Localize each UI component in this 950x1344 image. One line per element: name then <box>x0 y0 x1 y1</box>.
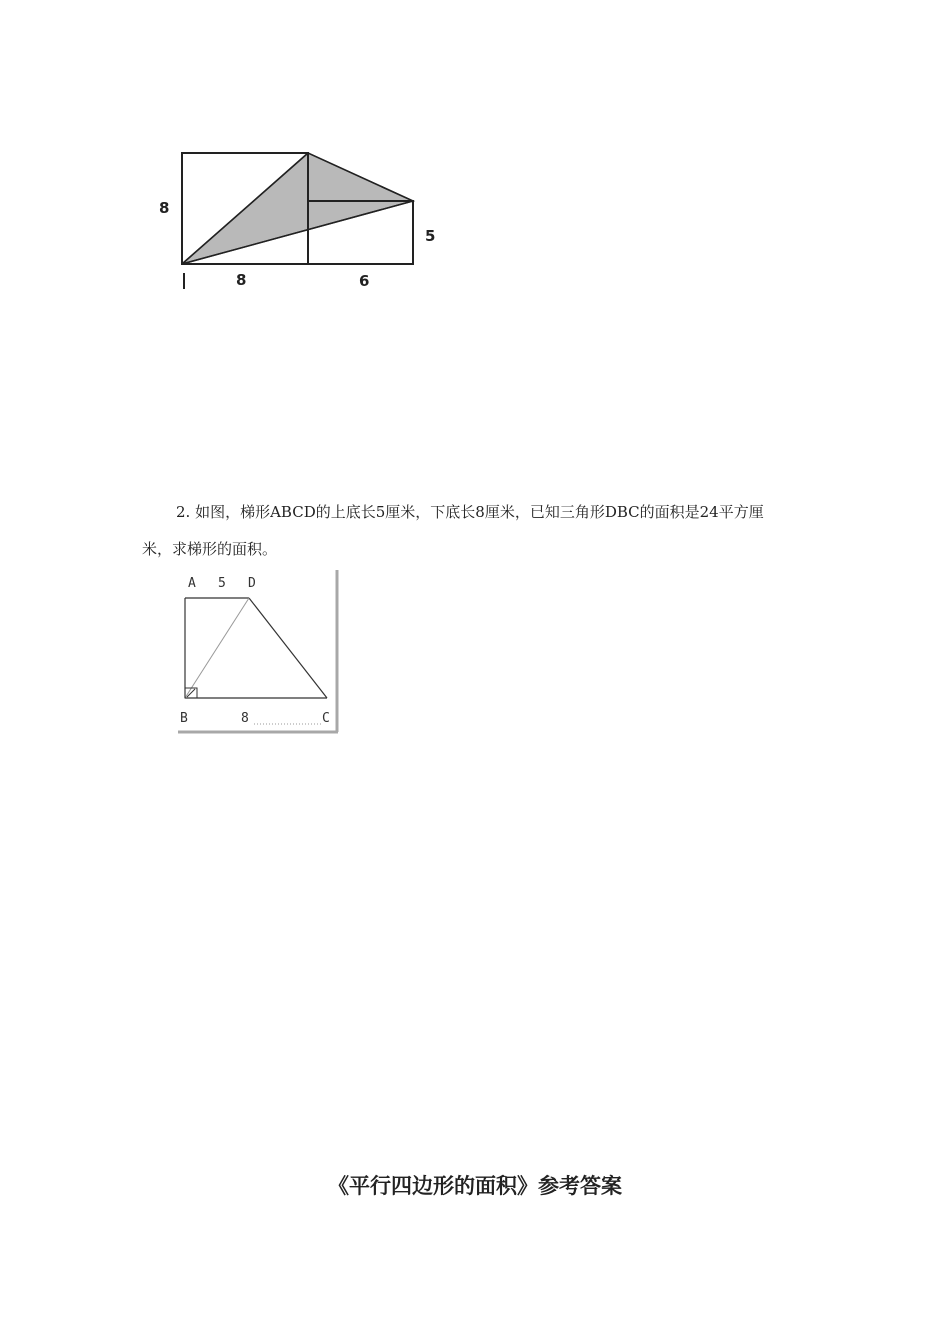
diagonal-bd <box>185 598 249 698</box>
top-length-label: 5 <box>218 576 226 591</box>
label-left-height: 8 <box>159 199 170 217</box>
question-line-2: 米，求梯形的面积。 <box>142 540 278 558</box>
question-number: 2. <box>176 503 191 521</box>
shaded-triangle <box>182 153 413 264</box>
figure-trapezoid-abcd <box>170 566 342 736</box>
point-a-label: A <box>188 576 196 591</box>
question-text-1: 如图，梯形ABCD的上底长5厘米，下底长8厘米，已知三角形DBC的面积是24平方厘 <box>195 503 764 521</box>
bottom-length-label: 8 <box>241 711 249 726</box>
side-dc <box>249 598 327 698</box>
label-bottom-left: 8 <box>236 271 247 289</box>
label-bottom-right: 6 <box>359 272 370 290</box>
label-right-height: 5 <box>425 227 436 245</box>
point-d-label: D <box>248 576 256 591</box>
point-c-label: C <box>322 711 330 726</box>
point-b-label: B <box>180 711 188 726</box>
question-line-1 <box>142 494 822 531</box>
answer-section-title: 《平行四边形的面积》参考答案 <box>328 1174 622 1198</box>
figure-squares-shaded-triangle <box>150 140 450 300</box>
question-2 <box>142 494 822 568</box>
